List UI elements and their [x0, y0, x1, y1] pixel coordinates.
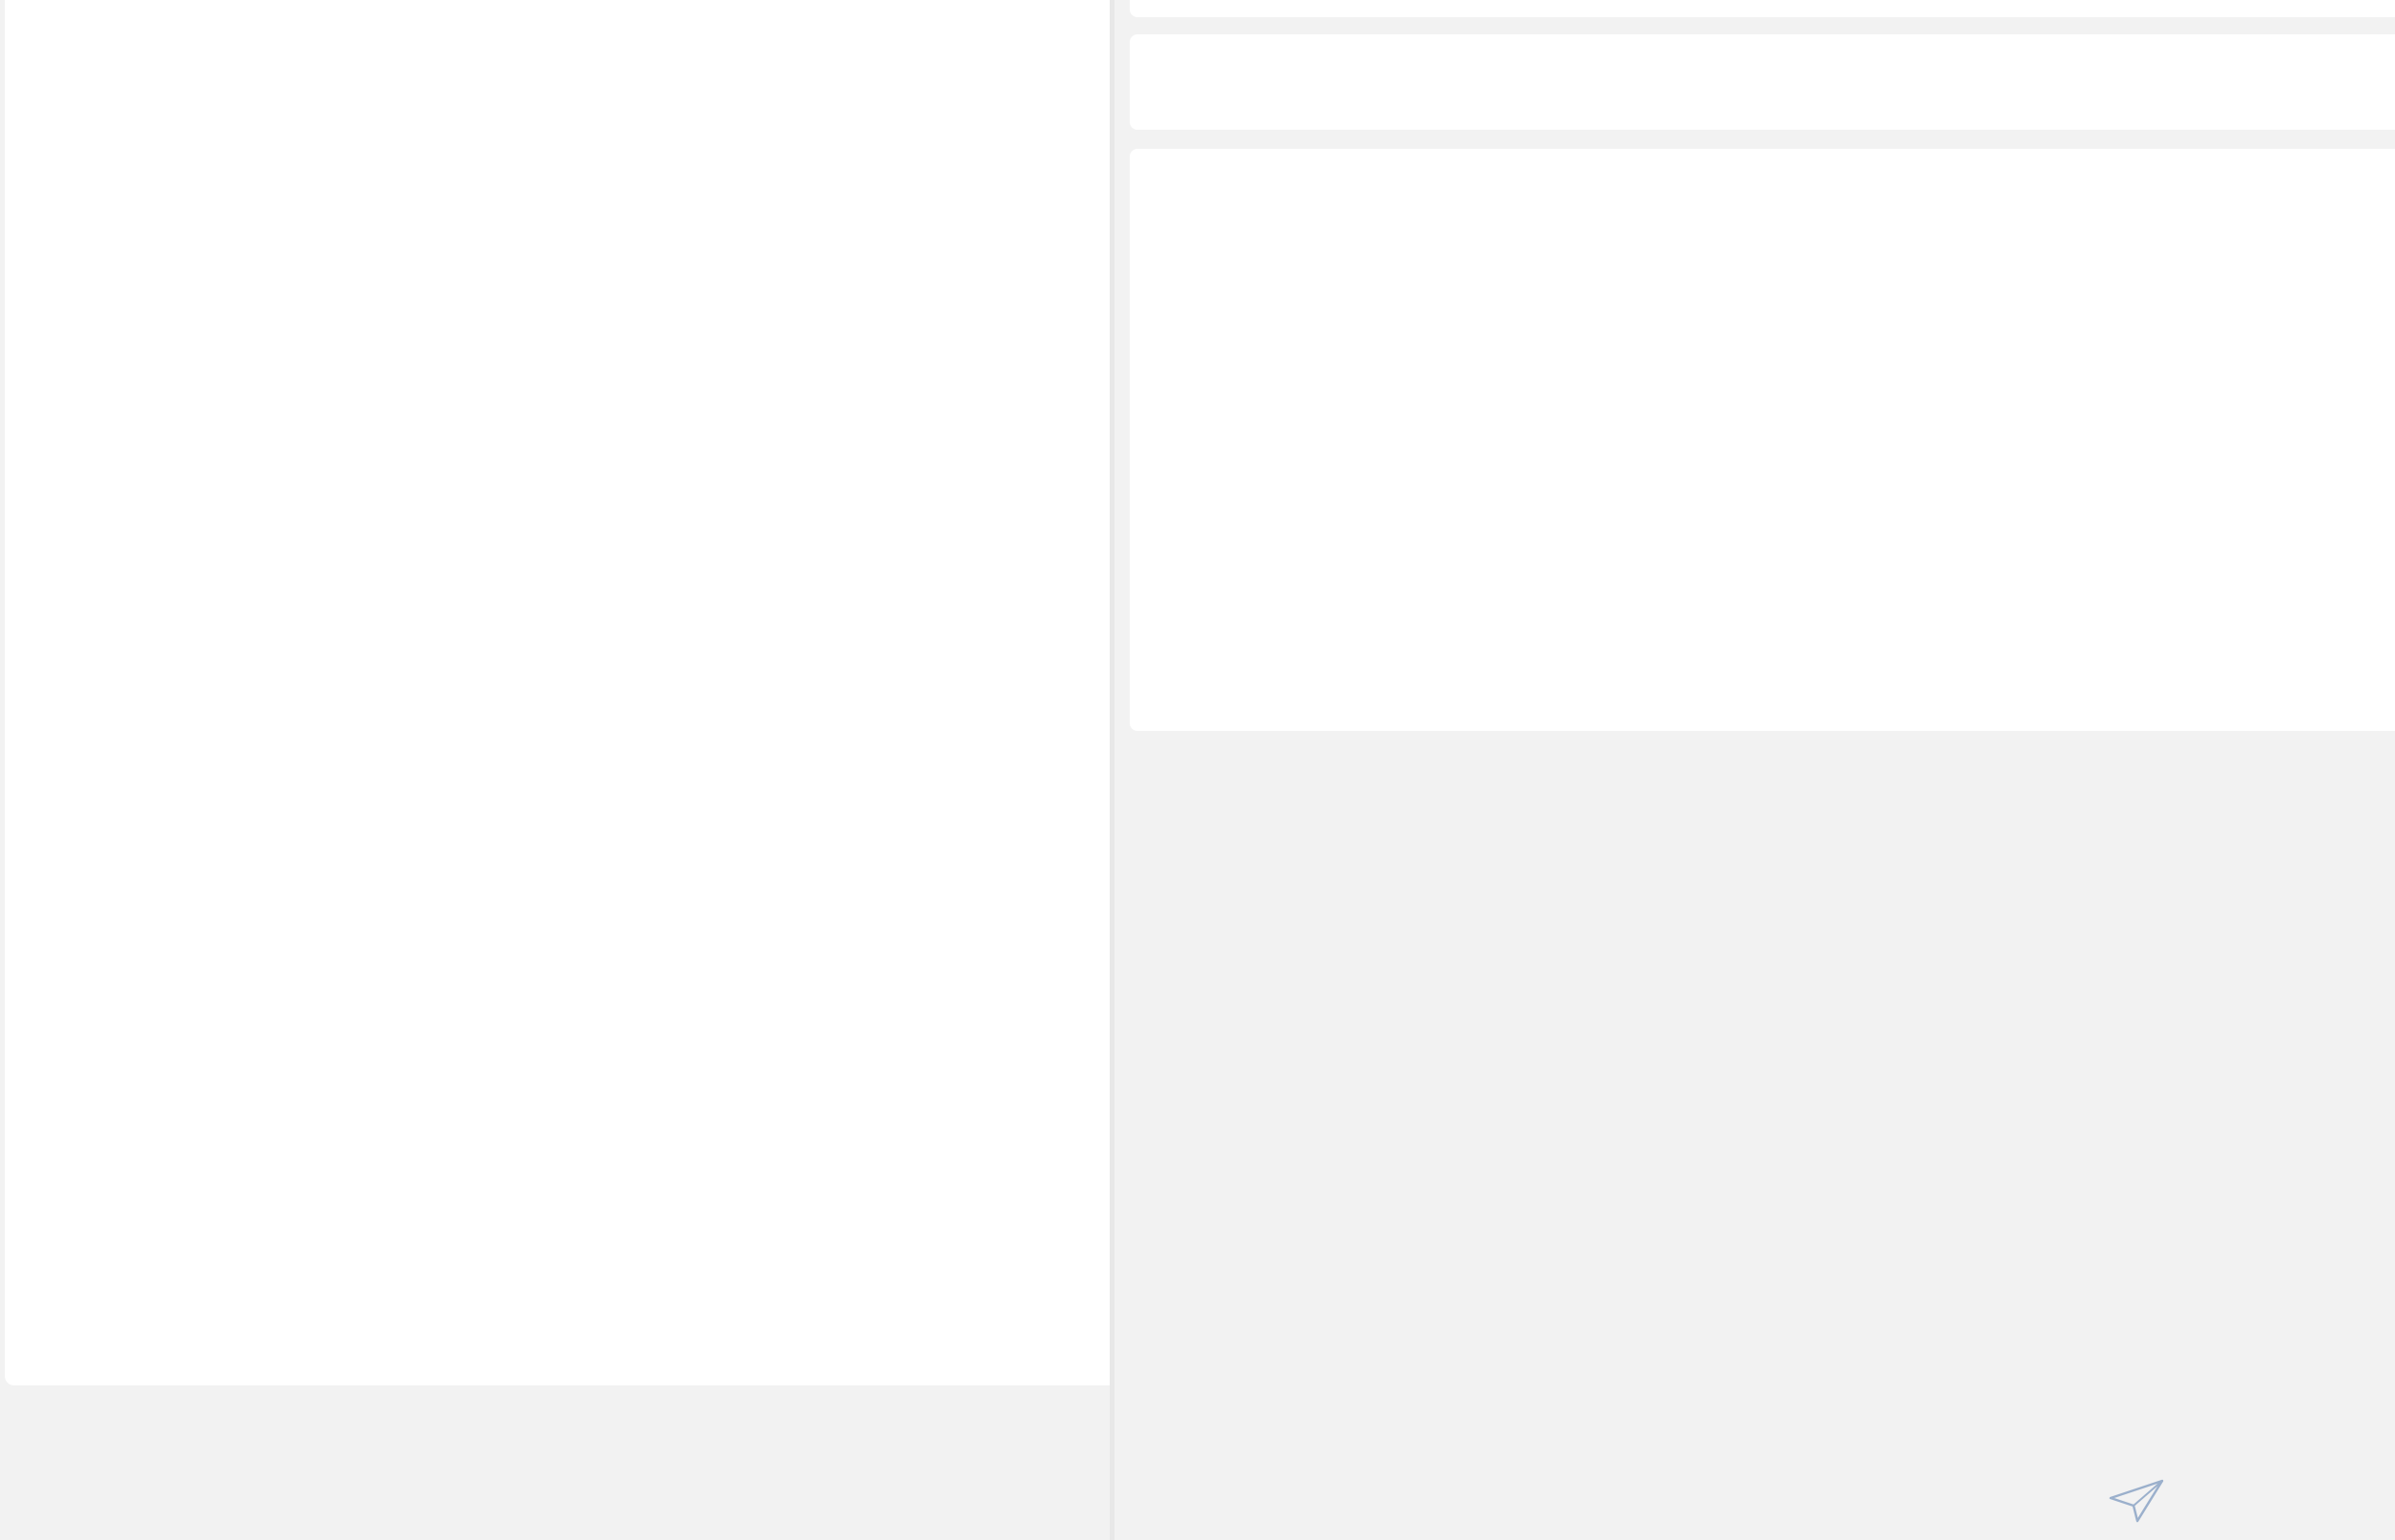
- paper-plane-icon: [2109, 1477, 2166, 1525]
- left-changelog-panel: [0, 0, 1113, 1540]
- tab-bar: [1130, 34, 2395, 130]
- left-changelog-card: [5, 0, 1113, 1385]
- top-card-strip: [1130, 0, 2395, 17]
- discuz-watermark: [2109, 1471, 2385, 1530]
- update-log-card: [1130, 149, 2395, 731]
- right-app-detail-panel: [1114, 0, 2395, 1540]
